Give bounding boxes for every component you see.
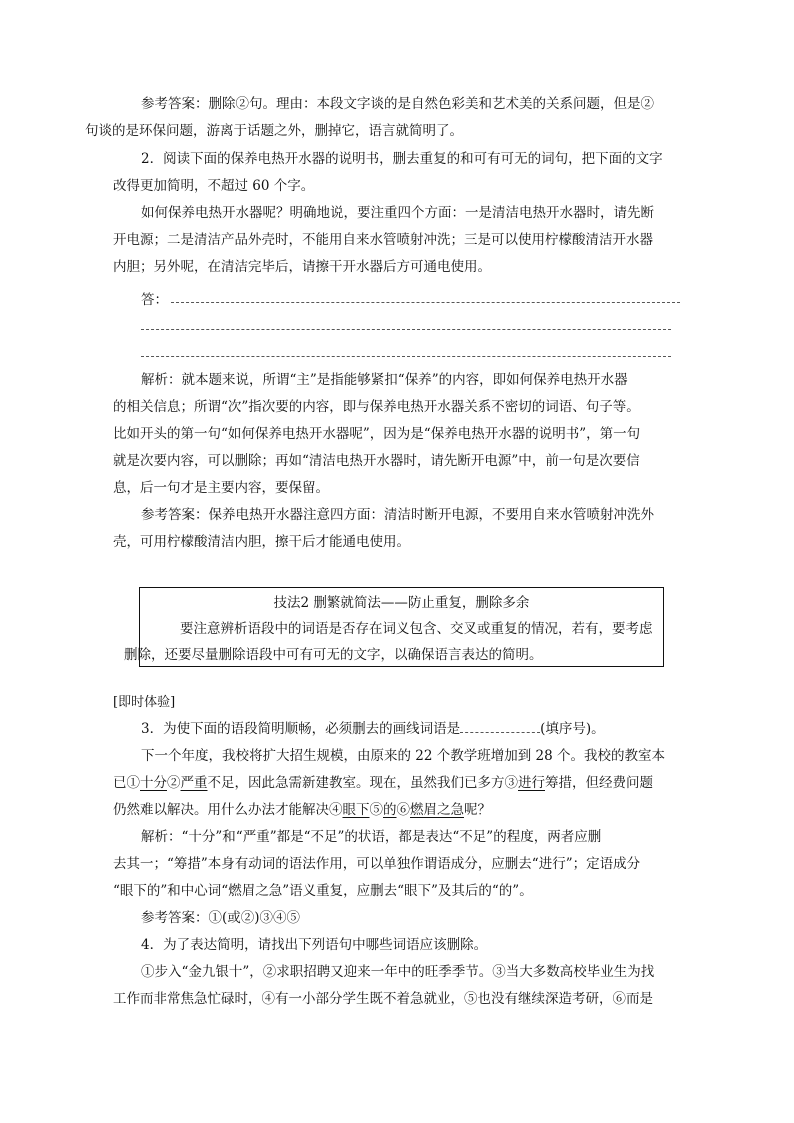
practice-label: [即时体验]: [113, 695, 176, 710]
q4-passage: [113, 959, 680, 1013]
text-line: 的相关信息；所谓“次”指次要的内容，即与保养电热开水器关系不密切的词语、句子等。: [113, 399, 640, 415]
underlined-word: 燃眉之急: [410, 802, 464, 818]
text-line: 删除，还要尽量删除语段中可有可无的文字，以确保语言表达的简明。: [124, 647, 543, 663]
technique-title: 技法2 删繁就简法——防止重复，删除多余: [273, 595, 530, 611]
text-line: 去其一；“筹措”本身有动词的语法作用，可以单独作谓语成分，应删去“进行”；定语成分: [113, 856, 641, 872]
text-line: 工作而非常焦急忙碌时，④有一小部分学生既不着急就业，⑤也没有继续深造考研，⑥而是: [113, 991, 653, 1007]
technique-body: [124, 616, 653, 668]
q2-analysis: [113, 367, 680, 502]
q4-prompt: [113, 932, 680, 959]
underlined-word: 眼下: [342, 802, 370, 818]
underlined-word: 进行: [518, 775, 545, 791]
q3-passage: [113, 743, 680, 824]
text-line: 就是次要内容，可以删除；再如“清洁电热开水器时，请先断开电源”中，前一句是次要信: [113, 453, 640, 469]
answer-blank-line[interactable]: [141, 329, 671, 330]
text-line: 解析：“十分”和“严重”都是“不足”的状语，都是表达“不足”的程度，两者应删: [141, 829, 602, 845]
q2-passage: [113, 200, 680, 281]
answer-blank-line[interactable]: [141, 356, 671, 357]
text-line: 2．阅读下面的保养电热开水器的说明书，删去重复的和可有可无的词句，把下面的文字: [141, 151, 663, 167]
text-line: 答：: [141, 292, 168, 308]
text-line: 改得更加简明，不超过 60 个字。: [113, 178, 315, 194]
q3-answer-blank[interactable]: [460, 720, 540, 733]
text-line: ①步入“金九银十”，②求职招聘又迎来一年中的旺季季节。③当大多数高校毕业生为找: [141, 964, 655, 980]
q1-reference-answer: [85, 91, 680, 145]
text-line: 句谈的是环保问题，游离于话题之外，删掉它，语言就简明了。: [85, 123, 463, 139]
text-line: 已①十分②严重不足，因此急需新建教室。现在，虽然我们已多方③进行筹措，但经费问题: [113, 775, 653, 791]
q2-prompt: [113, 146, 680, 200]
text-line: 内胆；另外呢，在清洁完毕后，请擦干开水器后方可通电使用。: [113, 259, 491, 275]
text-line: “眼下的”和中心词“燃眉之急”语义重复，应删去“眼下”及其后的“的”。: [113, 883, 533, 899]
answer-blank-line[interactable]: [171, 302, 680, 303]
text-line: 仍然难以解决。用什么办法才能解决④眼下⑤的⑥燃眉之急呢？: [113, 802, 491, 818]
underlined-word: 的: [383, 802, 397, 818]
text-line: 息，后一句才是主要内容，要保留。: [113, 480, 329, 496]
underlined-word: 严重: [180, 775, 208, 791]
technique-box: [124, 587, 664, 667]
q3-prompt: [113, 716, 680, 743]
text-line: 4．为了表达简明，请找出下列语句中哪些词语应该删除。: [141, 937, 488, 953]
answer-label: [113, 287, 680, 314]
text-line: 开电源；二是清洁产品外壳时，不能用自来水管喷射冲洗；三是可以使用柠檬酸清洁开水器: [113, 232, 653, 248]
text-line: 比如开头的第一句“如何保养电热开水器呢”，因为是“保养电热开水器的说明书”，第一句: [113, 426, 641, 442]
text-line: 下一个年度，我校将扩大招生规模，由原来的 22 个教学班增加到 28 个。我校的教室本: [141, 748, 666, 764]
text-line: 参考答案：①(或②)③④⑤: [141, 910, 301, 926]
text-line: 要注意辨析语段中的词语是否存在词义包含、交叉或重复的情况，若有，要考虑: [180, 621, 653, 637]
q2-reference-answer: [113, 502, 680, 556]
text-line: 参考答案：保养电热开水器注意四方面：清洁时断开电源，不要用自来水管喷射冲洗外: [141, 507, 654, 523]
text-line: 壳，可用柠檬酸清洁内胆，擦干后才能通电使用。: [113, 534, 410, 550]
q3-analysis: [113, 824, 680, 905]
text-line: 参考答案：删除②句。理由：本段文字谈的是自然色彩美和艺术美的关系问题，但是②: [141, 96, 654, 112]
q3-reference-answer: [113, 905, 680, 932]
underlined-word: 十分: [140, 775, 167, 791]
text-line: 如何保养电热开水器呢？明确地说，要注重四个方面：一是清洁电热开水器时，请先断: [141, 205, 654, 221]
text-line: 解析：就本题来说，所谓“主”是指能够紧扣“保养”的内容，即如何保养电热开水器: [141, 372, 628, 388]
q3-prompt-suffix: (填序号)。: [540, 721, 605, 737]
q3-prompt-text: 3．为使下面的语段简明顺畅，必须删去的画线词语是: [141, 721, 461, 737]
